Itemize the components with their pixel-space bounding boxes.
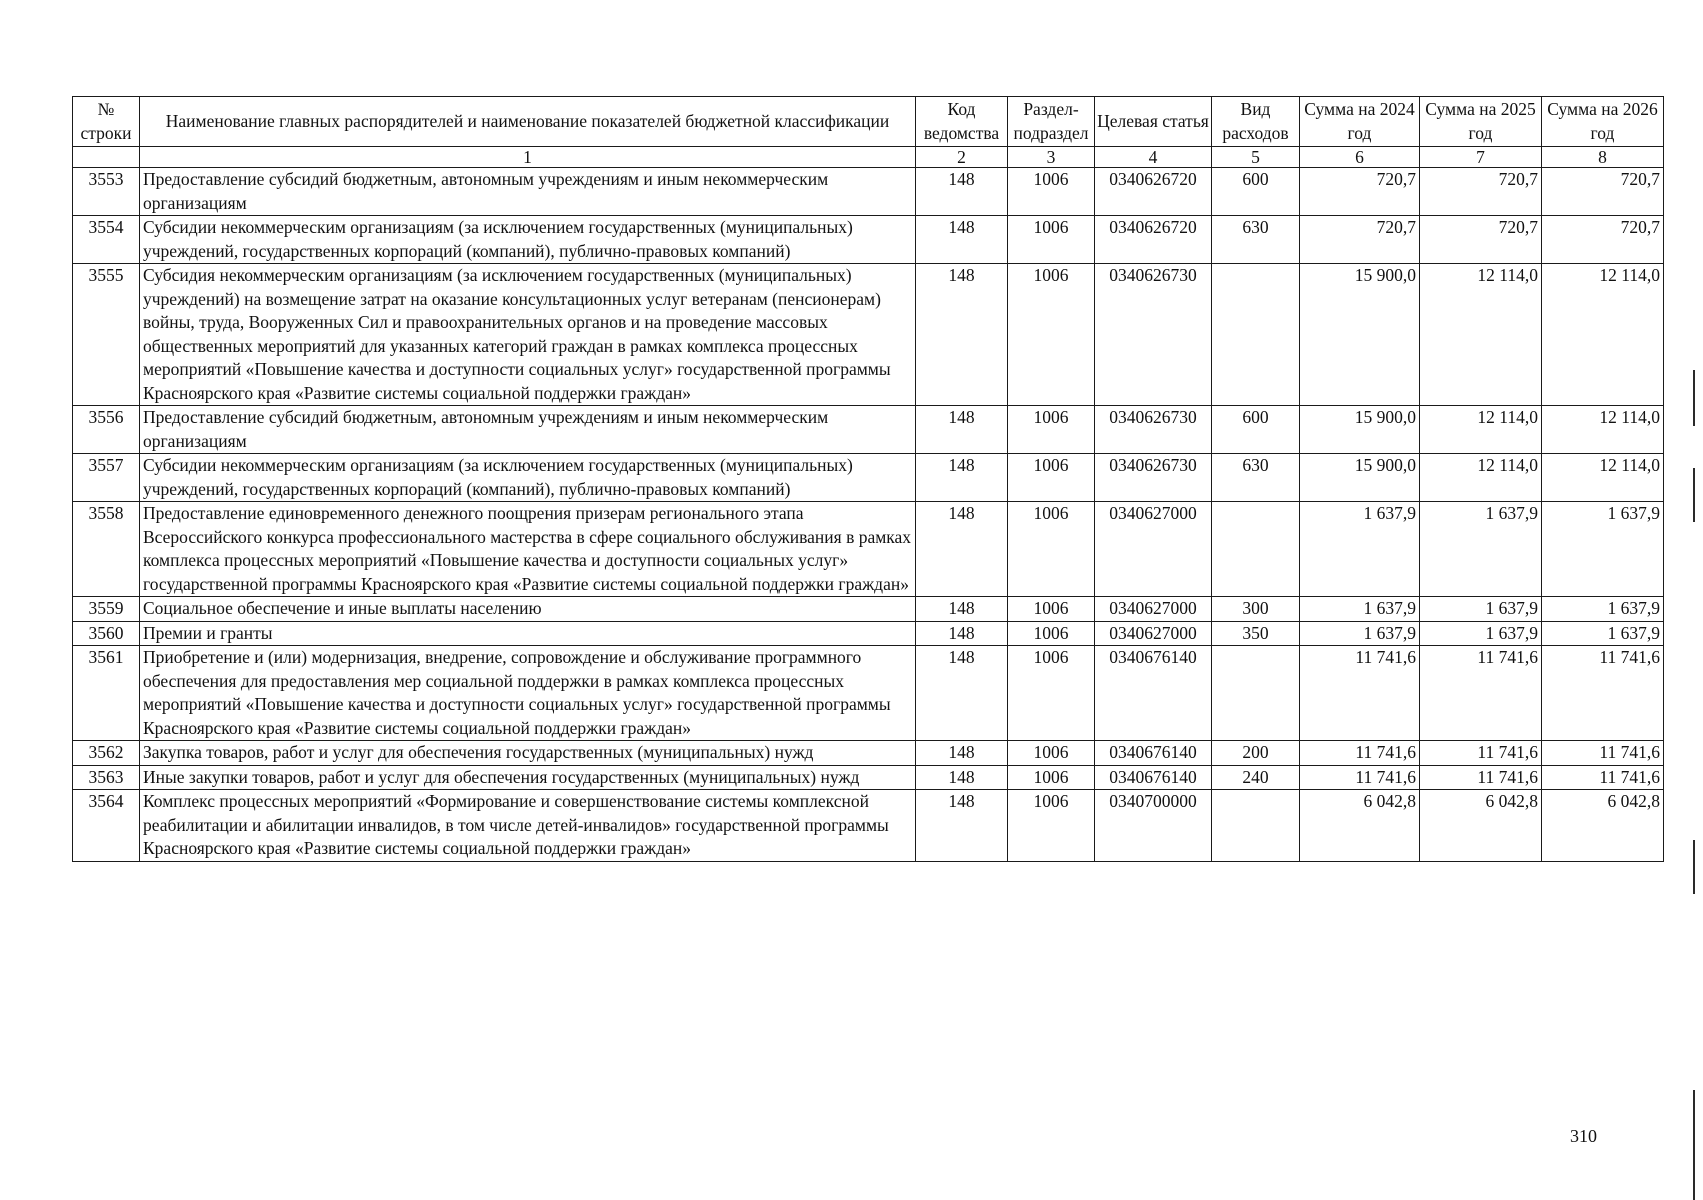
row-number: 3564	[73, 790, 140, 862]
row-expense-type: 200	[1212, 741, 1300, 766]
row-sum-2024: 15 900,0	[1300, 406, 1420, 454]
header-row-no: № строки	[73, 97, 140, 147]
row-target-article: 0340626730	[1095, 406, 1212, 454]
row-target-article: 0340626730	[1095, 454, 1212, 502]
row-name: Премии и гранты	[140, 621, 916, 646]
row-section: 1006	[1008, 216, 1095, 264]
table-row	[73, 502, 1664, 597]
row-section: 1006	[1008, 741, 1095, 766]
row-sum-2024: 720,7	[1300, 168, 1420, 216]
row-sum-2025: 1 637,9	[1420, 502, 1542, 597]
row-target-article: 0340676140	[1095, 765, 1212, 790]
table-header	[73, 97, 1664, 168]
row-name: Комплекс процессных мероприятий «Формирование и совершенствование системы комплексной реабилитации и абилитации инвалидов, в том числе детей-инвалидов» государственной программы Красноярского края «Развитие системы социальной поддержки граждан»	[140, 790, 916, 862]
row-section: 1006	[1008, 646, 1095, 741]
column-number: 7	[1420, 147, 1542, 168]
row-number: 3553	[73, 168, 140, 216]
row-section: 1006	[1008, 168, 1095, 216]
row-expense-type: 240	[1212, 765, 1300, 790]
row-expense-type	[1212, 502, 1300, 597]
column-number: 8	[1542, 147, 1664, 168]
row-expense-type	[1212, 646, 1300, 741]
row-dept-code: 148	[916, 597, 1008, 622]
row-sum-2026: 11 741,6	[1542, 765, 1664, 790]
table-body	[73, 168, 1664, 862]
header-expense-type: Вид расходов	[1212, 97, 1300, 147]
row-sum-2025: 720,7	[1420, 168, 1542, 216]
column-number: 5	[1212, 147, 1300, 168]
row-section: 1006	[1008, 597, 1095, 622]
header-sum-2024: Сумма на 2024 год	[1300, 97, 1420, 147]
row-dept-code: 148	[916, 502, 1008, 597]
table-row	[73, 765, 1664, 790]
row-sum-2025: 11 741,6	[1420, 741, 1542, 766]
column-number	[73, 147, 140, 168]
row-dept-code: 148	[916, 621, 1008, 646]
row-sum-2026: 1 637,9	[1542, 597, 1664, 622]
column-number-row	[73, 147, 1664, 168]
row-section: 1006	[1008, 790, 1095, 862]
row-name: Закупка товаров, работ и услуг для обеспечения государственных (муниципальных) нужд	[140, 741, 916, 766]
row-sum-2026: 720,7	[1542, 216, 1664, 264]
scan-edge-mark	[1693, 840, 1695, 894]
table-row	[73, 454, 1664, 502]
header-section: Раздел-подраздел	[1008, 97, 1095, 147]
row-sum-2025: 1 637,9	[1420, 621, 1542, 646]
row-section: 1006	[1008, 621, 1095, 646]
row-number: 3555	[73, 264, 140, 406]
row-sum-2024: 11 741,6	[1300, 646, 1420, 741]
row-number: 3558	[73, 502, 140, 597]
budget-table	[72, 96, 1664, 862]
row-sum-2025: 1 637,9	[1420, 597, 1542, 622]
row-name: Субсидия некоммерческим организациям (за исключением государственных (муниципальных) учреждений) на возмещение затрат на оказание консультационных услуг ветеранам (пенсионерам) войны, труда, Вооруженных Сил и правоохранительных органов и на проведение массовых общественных мероприятий для указанных категорий граждан в рамках комплекса процессных мероприятий «Повышение качества и доступности социальных услуг» государственной программы Красноярского края «Развитие системы социальной поддержки граждан»	[140, 264, 916, 406]
row-number: 3561	[73, 646, 140, 741]
scan-edge-mark	[1693, 370, 1695, 426]
column-number: 3	[1008, 147, 1095, 168]
row-target-article: 0340700000	[1095, 790, 1212, 862]
row-number: 3562	[73, 741, 140, 766]
row-name: Субсидии некоммерческим организациям (за исключением государственных (муниципальных) учреждений, государственных корпораций (компаний), публично-правовых компаний)	[140, 216, 916, 264]
row-expense-type	[1212, 790, 1300, 862]
row-dept-code: 148	[916, 406, 1008, 454]
row-sum-2026: 6 042,8	[1542, 790, 1664, 862]
row-name: Приобретение и (или) модернизация, внедрение, сопровождение и обслуживание программного обеспечения для предоставления мер социальной поддержки в рамках комплекса процессных мероприятий «Повышение качества и доступности социальных услуг» государственной программы Красноярского края «Развитие системы социальной поддержки граждан»	[140, 646, 916, 741]
row-sum-2026: 12 114,0	[1542, 264, 1664, 406]
row-name: Иные закупки товаров, работ и услуг для обеспечения государственных (муниципальных) нужд	[140, 765, 916, 790]
scan-edge-mark	[1693, 1090, 1695, 1200]
table-row	[73, 741, 1664, 766]
row-expense-type: 600	[1212, 168, 1300, 216]
row-dept-code: 148	[916, 646, 1008, 741]
row-target-article: 0340627000	[1095, 502, 1212, 597]
row-expense-type: 630	[1212, 216, 1300, 264]
header-row	[73, 97, 1664, 147]
row-sum-2025: 11 741,6	[1420, 646, 1542, 741]
row-sum-2026: 1 637,9	[1542, 621, 1664, 646]
row-sum-2025: 11 741,6	[1420, 765, 1542, 790]
row-number: 3559	[73, 597, 140, 622]
row-dept-code: 148	[916, 765, 1008, 790]
row-expense-type: 600	[1212, 406, 1300, 454]
table-row	[73, 646, 1664, 741]
row-dept-code: 148	[916, 264, 1008, 406]
table-row	[73, 597, 1664, 622]
row-name: Социальное обеспечение и иные выплаты населению	[140, 597, 916, 622]
row-sum-2024: 11 741,6	[1300, 741, 1420, 766]
table-row	[73, 790, 1664, 862]
row-expense-type	[1212, 264, 1300, 406]
row-number: 3556	[73, 406, 140, 454]
row-name: Предоставление субсидий бюджетным, автономным учреждениям и иным некоммерческим организациям	[140, 406, 916, 454]
table-row	[73, 264, 1664, 406]
row-target-article: 0340627000	[1095, 621, 1212, 646]
row-number: 3563	[73, 765, 140, 790]
row-expense-type: 350	[1212, 621, 1300, 646]
header-sum-2026: Сумма на 2026 год	[1542, 97, 1664, 147]
scan-edge-mark	[1693, 468, 1695, 522]
row-target-article: 0340676140	[1095, 741, 1212, 766]
header-dept-code: Код ведомства	[916, 97, 1008, 147]
row-sum-2024: 15 900,0	[1300, 454, 1420, 502]
row-section: 1006	[1008, 454, 1095, 502]
row-target-article: 0340626720	[1095, 168, 1212, 216]
table-row	[73, 168, 1664, 216]
row-dept-code: 148	[916, 454, 1008, 502]
row-section: 1006	[1008, 264, 1095, 406]
row-sum-2026: 12 114,0	[1542, 454, 1664, 502]
row-target-article: 0340676140	[1095, 646, 1212, 741]
row-name: Предоставление субсидий бюджетным, автономным учреждениям и иным некоммерческим организациям	[140, 168, 916, 216]
header-sum-2025: Сумма на 2025 год	[1420, 97, 1542, 147]
row-number: 3560	[73, 621, 140, 646]
row-sum-2026: 720,7	[1542, 168, 1664, 216]
row-sum-2024: 1 637,9	[1300, 597, 1420, 622]
row-name: Субсидии некоммерческим организациям (за исключением государственных (муниципальных) учреждений, государственных корпораций (компаний), публично-правовых компаний)	[140, 454, 916, 502]
row-sum-2026: 11 741,6	[1542, 741, 1664, 766]
row-target-article: 0340626730	[1095, 264, 1212, 406]
row-target-article: 0340626720	[1095, 216, 1212, 264]
column-number: 6	[1300, 147, 1420, 168]
row-dept-code: 148	[916, 741, 1008, 766]
row-dept-code: 148	[916, 790, 1008, 862]
row-sum-2024: 6 042,8	[1300, 790, 1420, 862]
row-sum-2025: 6 042,8	[1420, 790, 1542, 862]
row-section: 1006	[1008, 765, 1095, 790]
row-sum-2024: 11 741,6	[1300, 765, 1420, 790]
column-number: 2	[916, 147, 1008, 168]
row-target-article: 0340627000	[1095, 597, 1212, 622]
table-row	[73, 406, 1664, 454]
table-row	[73, 621, 1664, 646]
row-sum-2026: 12 114,0	[1542, 406, 1664, 454]
header-name: Наименование главных распорядителей и наименование показателей бюджетной классификации	[140, 97, 916, 147]
row-sum-2025: 720,7	[1420, 216, 1542, 264]
row-dept-code: 148	[916, 216, 1008, 264]
row-section: 1006	[1008, 502, 1095, 597]
row-sum-2025: 12 114,0	[1420, 264, 1542, 406]
row-sum-2024: 15 900,0	[1300, 264, 1420, 406]
table-row	[73, 216, 1664, 264]
row-sum-2026: 1 637,9	[1542, 502, 1664, 597]
row-sum-2026: 11 741,6	[1542, 646, 1664, 741]
row-number: 3554	[73, 216, 140, 264]
row-section: 1006	[1008, 406, 1095, 454]
column-number: 4	[1095, 147, 1212, 168]
row-sum-2024: 1 637,9	[1300, 502, 1420, 597]
row-number: 3557	[73, 454, 140, 502]
column-number: 1	[140, 147, 916, 168]
row-sum-2025: 12 114,0	[1420, 406, 1542, 454]
row-name: Предоставление единовременного денежного поощрения призерам регионального этапа Всероссийского конкурса профессионального мастерства в сфере социального обслуживания в рамках комплекса процессных мероприятий «Повышение качества и доступности социальных услуг» государственной программы Красноярского края «Развитие системы социальной поддержки граждан»	[140, 502, 916, 597]
row-dept-code: 148	[916, 168, 1008, 216]
row-sum-2025: 12 114,0	[1420, 454, 1542, 502]
row-expense-type: 630	[1212, 454, 1300, 502]
row-expense-type: 300	[1212, 597, 1300, 622]
row-sum-2024: 1 637,9	[1300, 621, 1420, 646]
row-sum-2024: 720,7	[1300, 216, 1420, 264]
header-target-article: Целевая статья	[1095, 97, 1212, 147]
page-number: 310	[1570, 1126, 1597, 1146]
